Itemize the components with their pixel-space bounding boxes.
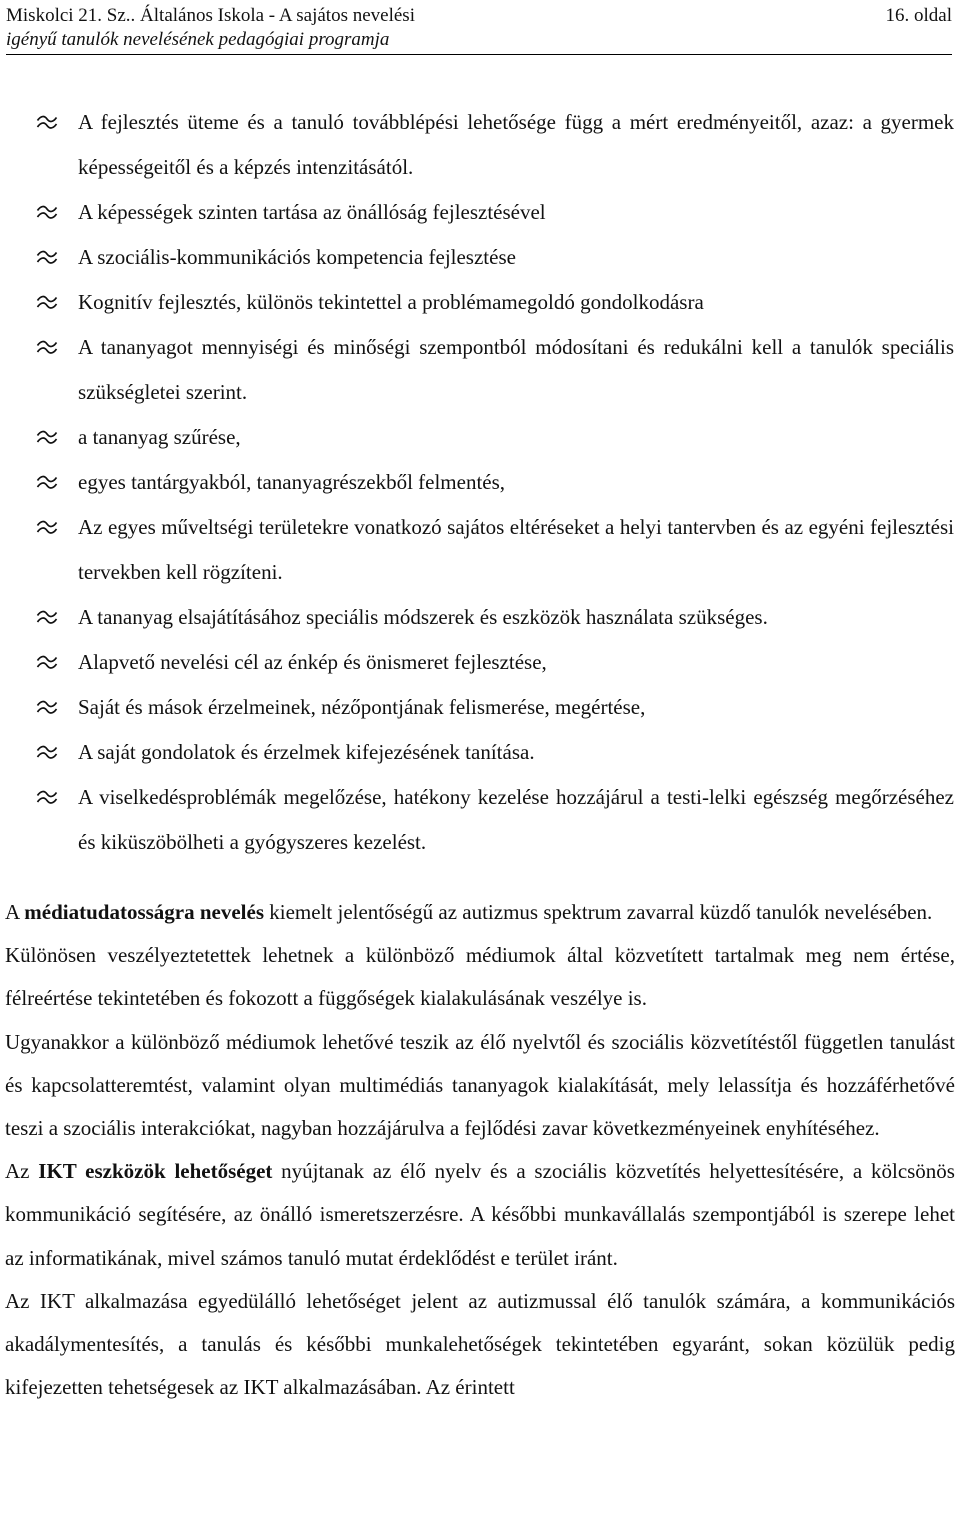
approx-equal-icon xyxy=(36,415,60,460)
list-item xyxy=(0,415,960,460)
page-number: 16. oldal xyxy=(885,5,952,26)
list-item xyxy=(0,190,960,235)
approx-equal-icon xyxy=(36,325,60,370)
list-item-text: Saját és mások érzelmeinek, nézőpontjának felismerése, megértése, xyxy=(78,695,646,719)
approx-equal-icon xyxy=(36,280,60,325)
header-program-title: igényű tanulók nevelésének pedagógiai programja xyxy=(6,29,390,50)
approx-equal-icon xyxy=(36,685,60,730)
body-paragraphs xyxy=(5,891,955,1409)
list-item-text: A viselkedésproblémák megelőzése, hatékony kezelése hozzájárul a testi-lelki egészség megőrzéséhez és kiküszöbölheti a gyógyszeres kezelést. xyxy=(78,785,954,854)
paragraph-ikt-tools xyxy=(5,1150,955,1280)
list-item xyxy=(0,280,960,325)
list-item xyxy=(0,100,960,190)
list-item-text: Alapvető nevelési cél az énkép és önismeret fejlesztése, xyxy=(78,650,547,674)
approx-equal-icon xyxy=(36,775,60,820)
list-item xyxy=(0,730,960,775)
approx-equal-icon xyxy=(36,640,60,685)
list-item-text: Kognitív fejlesztés, különös tekintettel a problémamegoldó gondolkodásra xyxy=(78,290,704,314)
paragraph-media-risks: Különösen veszélyeztetettek lehetnek a különböző médiumok által közvetített tartalmak meg nem értése, félreértése tekintetében és fokozott a függőségek kialakulásának veszélye is. xyxy=(5,943,955,1011)
list-item xyxy=(0,235,960,280)
header-school-name: Miskolci 21. Sz.. Általános Iskola - A sajátos nevelési xyxy=(6,5,415,26)
paragraph-media-literacy xyxy=(5,891,955,934)
emphasis-text: médiatudatosságra nevelés xyxy=(24,900,265,924)
list-item-text: A tananyagot mennyiségi és minőségi szempontból módosítani és redukálni kell a tanulók speciális szükségletei szerint. xyxy=(78,335,954,404)
list-item xyxy=(0,775,960,865)
approx-equal-icon xyxy=(36,505,60,550)
list-item-text: A képességek szinten tartása az önállóság fejlesztésével xyxy=(78,200,546,224)
list-item-text: Az egyes műveltségi területekre vonatkozó sajátos eltéréseket a helyi tantervben és az egyéni fejlesztési tervekben kell rögzíteni. xyxy=(78,515,954,584)
approx-equal-icon xyxy=(36,190,60,235)
paragraph-text: kiemelt jelentőségű az autizmus spektrum zavarral küzdő tanulók nevelésében. xyxy=(264,900,933,924)
list-item xyxy=(0,505,960,595)
list-item-text: A szociális-kommunikációs kompetencia fejlesztése xyxy=(78,245,516,269)
paragraph-media-benefits: Ugyanakkor a különböző médiumok lehetővé teszik az élő nyelvtől és szociális közvetítéstől független tanulást és kapcsolatteremtést, valamint olyan multimédiás tananyagok kialakítását, mely lelassítja és hozzáférhetővé teszi a szociális interakciókat, nagyban hozzájárulva a fejlődési zavar következményeinek enyhítéséhez. xyxy=(5,1029,955,1141)
list-item xyxy=(0,460,960,505)
list-item xyxy=(0,685,960,730)
list-item-text: a tananyag szűrése, xyxy=(78,425,241,449)
approx-equal-icon xyxy=(36,460,60,505)
list-item xyxy=(0,325,960,415)
paragraph-ikt-application: Az IKT alkalmazása egyedülálló lehetőséget jelent az autizmussal élő tanulók számára, a kommunikációs akadálymentesítés, a tanulás és későbbi munkalehetőségek tekintetében egyaránt, sokan közülük pedig kifejezetten tehetségesek az IKT alkalmazásában. Az érintett xyxy=(5,1288,955,1400)
list-item-text: egyes tantárgyakból, tananyagrészekből felmentés, xyxy=(78,470,506,494)
paragraph-text: A xyxy=(5,900,25,924)
emphasis-text: IKT eszközök lehetőséget xyxy=(38,1159,273,1184)
approx-equal-icon xyxy=(36,730,60,775)
list-item-text: A fejlesztés üteme és a tanuló továbblépési lehetősége függ a mért eredményeitől, azaz: a gyermek képességeitől és a képzés intenzitásától. xyxy=(78,110,954,179)
paragraph-text: nyújtanak az élő nyelv és a szociális közvetítés helyettesítésére, a kölcsönös kommunikáció segítésére, az önálló ismeretszerzésre. A későbbi munkavállalás szempontjából is szerepe lehet az informatikának, mivel számos tanuló mutat érdeklődést e terület iránt. xyxy=(5,1159,955,1270)
paragraph-text: Az xyxy=(5,1159,39,1184)
list-item-text: A tananyag elsajátításához speciális módszerek és eszközök használata szükséges. xyxy=(78,605,768,629)
list-item xyxy=(0,640,960,685)
list-item xyxy=(0,595,960,640)
bullet-list xyxy=(0,100,960,865)
approx-equal-icon xyxy=(36,595,60,640)
list-item-text: A saját gondolatok és érzelmek kifejezésének tanítása. xyxy=(78,740,535,764)
page-header xyxy=(6,4,952,55)
approx-equal-icon xyxy=(36,100,60,145)
approx-equal-icon xyxy=(36,235,60,280)
